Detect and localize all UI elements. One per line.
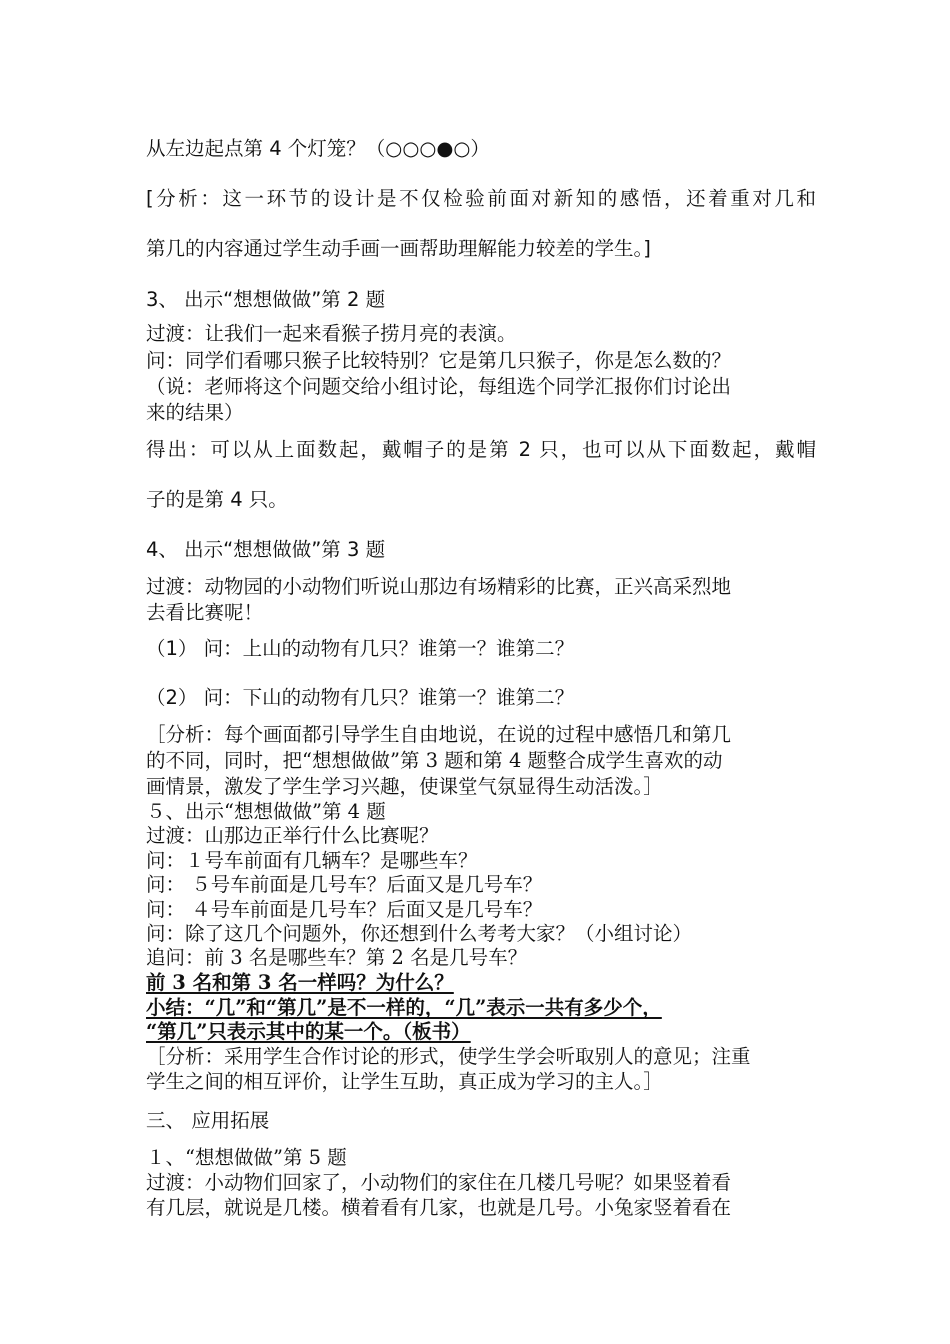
text-line: （说：老师将这个问题交给小组讨论，每组选个同学汇报你们讨论出: [146, 375, 732, 398]
text-line: 问：除了这几个问题外，你还想到什么考考大家？（小组讨论）: [146, 922, 693, 945]
text-line: 去看比赛呢！: [146, 601, 264, 624]
section-heading: 三、 应用拓展: [146, 1109, 270, 1132]
list-item: （2） 问：下山的动物有几只？谁第一？谁第二？: [146, 686, 575, 709]
section-heading: 4、 出示“想想做做”第 3 题: [146, 538, 386, 561]
text-line: 来的结果）: [146, 401, 244, 424]
analysis-text: 学生之间的相互评价，让学生互助，真正成为学习的主人。］: [146, 1070, 663, 1093]
text-line: 得出：可以从上面数起，戴帽子的是第 2 只，也可以从下面数起，戴帽: [146, 438, 816, 461]
summary-line: 小结：“几”和“第几”是不一样的，“几”表示一共有多少个，: [146, 996, 662, 1019]
text-line: 过渡：让我们一起来看猴子捞月亮的表演。: [146, 322, 517, 345]
section-heading: 3、 出示“想想做做”第 2 题: [146, 288, 386, 311]
analysis-text: ［分析：每个画面都引导学生自由地说，在说的过程中感悟几和第几: [146, 723, 732, 746]
text-line: 过渡：动物园的小动物们听说山那边有场精彩的比赛，正兴高采烈地: [146, 575, 732, 598]
summary-line: “第几”只表示其中的某一个。（板书）: [146, 1020, 471, 1043]
text-line: 过渡：小动物们回家了，小动物们的家住在几楼几号呢？如果竖着看: [146, 1171, 732, 1194]
list-item: （1） 问：上山的动物有几只？谁第一？谁第二？: [146, 637, 575, 660]
analysis-text: [分析：这一环节的设计是不仅检验前面对新知的感悟，还着重对几和: [146, 187, 816, 210]
text-line: 有几层，就说是几楼。横着看有几家，也就是几号。小兔家竖着看在: [146, 1196, 732, 1219]
text-line: 问：１号车前面有几辆车？是哪些车？: [146, 849, 478, 872]
text-line: 问：同学们看哪只猴子比较特别？它是第几只猴子，你是怎么数的？: [146, 349, 732, 372]
analysis-text: 画情景，激发了学生学习兴趣，使课堂气氛显得生动活泼。］: [146, 775, 663, 798]
text-line: 追问：前 3 名是哪些车？第 2 名是几号车？: [146, 946, 528, 969]
analysis-text: ［分析：采用学生合作讨论的形式，使学生学会听取别人的意见；注重: [146, 1045, 751, 1068]
emphasis-line: 前 3 名和第 3 名一样吗？为什么？: [146, 971, 454, 994]
analysis-text: 第几的内容通过学生动手画一画帮助理解能力较差的学生。]: [146, 237, 651, 260]
text-line: 问： ４号车前面是几号车？后面又是几号车？: [146, 898, 543, 921]
analysis-text: 的不同，同时，把“想想做做”第 3 题和第 4 题整合成学生喜欢的动: [146, 749, 723, 772]
section-heading: ５、出示“想想做做”第 4 题: [146, 800, 386, 823]
text-line: 过渡：山那边正举行什么比赛呢？: [146, 824, 439, 847]
text-line: 从左边起点第 4 个灯笼？（○○○●○）: [146, 137, 490, 160]
text-line: 问： ５号车前面是几号车？后面又是几号车？: [146, 873, 543, 896]
section-heading: １、“想想做做”第 5 题: [146, 1146, 347, 1169]
text-line: 子的是第 4 只。: [146, 488, 288, 511]
